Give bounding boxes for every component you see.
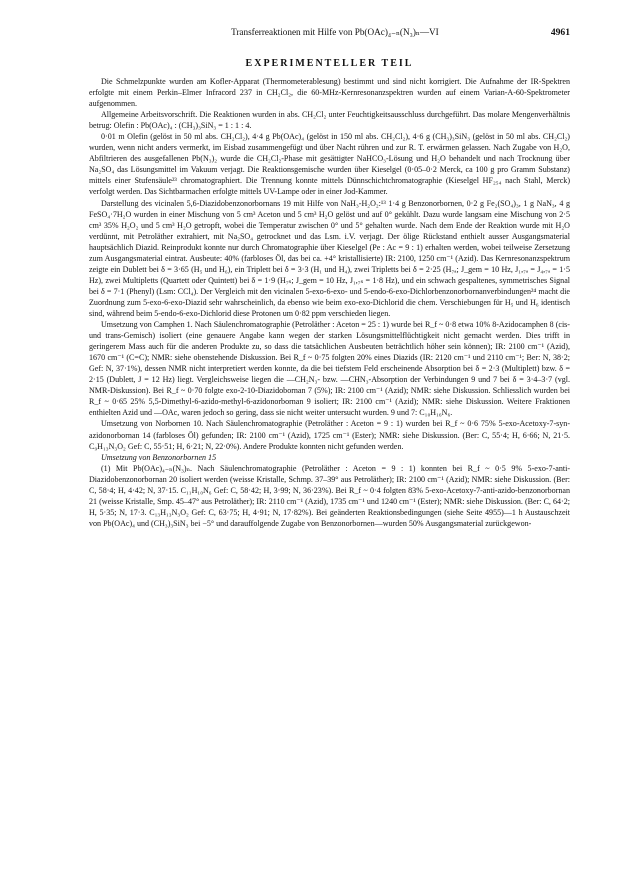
paragraph-diazide-preparation: Darstellung des vicinalen 5,6-Diazidobenzonorbornans 19 mit Hilfe von NaH₃-H₂O₂:¹³ 1·4 g Benzonorbornen, 0·2 g Fe₂(SO₄)₃, 1 g NaN₃, 4 g FeSO₄·7H₂O wurden in einer Mischung von 5 cm³ Aceton und 5 cm³ H₂O gelöst und auf 0° gekühlt. Dazu wurde langsam eine Mischung von 2·5 cm³ 35% H₂O₂ und 5 cm³ H₂O getropft, wobei die Temperatur zwischen 0° und 5° gehalten wurde. Nach dem Ende der Reaktion wurde mit H₂O verdünnt, mit Petroläther extrahiert, mit Na₂SO₄ getrocknet und das Lsm. i.V. verjagt. Der ölige Rückstand enthielt ausser Ausgangsmaterial hauptsächlich Diazid. Reinprodukt konnte nur durch Chromatographie über Kieselgel (Pe : Ac = 9 : 1) erhalten werden, wobei teilweise Zersetzung zum Ausgangsmaterial eintrat. Ausbeute: 40% (farbloses Öl, das bei ca. +4° kristallisierte) IR: 2100, 1250 cm⁻¹ (Azid). Das Kernresonanzspektrum zeigte ein Dublett bei δ = 3·65 (H₅ und H₆), ein Triplett bei δ = 3·3 (H₁ und H₄), zwei Tripletts bei δ = 2·25 (H₇ₐ; J_gem = 10 Hz, J₁,₇ₐ = J₄,₇ₐ = 1·5 Hz), zwei Multipletts (Quartett oder Quintett) bei δ = 1·9 (H₇ₛ; J_gem = 10 Hz, J₁,₇ₛ = 1·8 Hz), und ein schwach gespaltenes, symmetrisches Signal bei δ = 7·1 (Phenyl) (Lsm: CCl₄). Der Vergleich mit den vicinalen 5-exo-6-exo- und 5-endo-6-exo-Dichlorbenzonorbornanverbindungen²⁴ macht die Zuordnung zum 5-exo-6-exo-Diazid sehr wahrscheinlich, da ebenso wie beim exo-exo-Dichlorid die chem. Verschiebungen für H₅ und H₆ identisch sind, während beim 5-endo-6-exo-Dichlorid diese Protonen um 0·82 ppm verschieden liegen. <box>89 198 570 318</box>
paragraph-general-procedure: Allgemeine Arbeitsvorschrift. Die Reaktionen wurden in abs. CH₂Cl₂ unter Feuchtigkeitsausschluss durchgeführt. Das molare Mengenverhältnis betrug: Olefin : Pb(OAc)₄ : (CH₃)₃SiN₃ = 1 : 1 : 4. <box>89 110 570 131</box>
running-header <box>89 26 570 39</box>
running-title: Transferreaktionen mit Hilfe von Pb(OAc)₄₋ₙ(N₃)ₙ—VI <box>231 27 439 37</box>
paragraph-general-methods: Die Schmelzpunkte wurden am Kofler-Apparat (Thermometerablesung) bestimmt und sind nicht korrigiert. Die Aufnahme der IR-Spektren erfolgte mit einem Perkin–Elmer Infracord 237 in CH₂Cl₂, die 60-MHz-Kernresonanzspektren wurden auf einem Varian-A-60-Spektrometer aufgenommen. <box>89 77 570 109</box>
paragraph-norbornene-reaction: Umsetzung von Norbornen 10. Nach Säulenchromatographie (Petroläther : Aceton = 9 : 1) wurden bei R_f ~ 0·6 75% 5-exo-Acetoxy-7-syn-azidonorbornan 14 (farbloses Öl) gefunden; IR: 2100 cm⁻¹ (Azid), 1725 cm⁻¹ (Ester); NMR: siehe Diskussion. (Ber: C, 55·4; H, 6·66; N, 21·5. C₉H₁₃N₃O₂ Gef: C, 55·51; H, 6·21; N, 22·0%). Andere Produkte konnten nicht gefunden werden. <box>89 419 570 451</box>
subheading-benzonorbornene: Umsetzung von Benzonorbornen 15 <box>101 452 217 462</box>
page-number: 4961 <box>550 27 570 38</box>
paragraph-camphene-reaction: Umsetzung von Camphen 1. Nach Säulenchromatographie (Petroläther : Aceton = 25 : 1) wurde bei R_f ~ 0·8 etwa 10% 8-Azidocamphen 8 (cis- und trans-Gemisch) isoliert (eine genauere Angabe kann wegen der starken Lösungsmittelflüchtigkeit nicht gemacht werden. Dies trifft in geringerem Mass auch für die anderen Produkte zu, so dass die tatsächlichen Ausbeuten beträchtlich höher sein können); IR: 2100 cm⁻¹ (Azid), 1670 cm⁻¹ (C=C); NMR: siehe obenstehende Diskussion. Bei R_f ~ 0·75 folgten 20% eines Diazids (IR: 2120 cm⁻¹ und 2110 cm⁻¹; Ber: N, 38·2; Gef: N, 37·1%), dessen NMR nicht interpretiert werden konnte, da die bei tiefstem Feld erscheinende Absorption bei δ = 2·3 (Multiplett) bzw. δ = 2·15 (Dublett, J = 12 Hz) liegt. Vergleichsweise liegen die —CH₂N₃- bzw. —CHN₃-Absorption der Verbindungen 9 und 7 bei δ = 3·4–3·7 (vgl. NMR-Diskussion). Bei R_f ~ 0·70 folgte exo-2-10-Diazidobornan 7 (5%); IR: 2100 cm⁻¹ (Azid); NMR: siehe Diskussion. Schliesslich wurden bei R_f ~ 0·65 25% 5,5-Dimethyl-6-azido-methyl-6-azidonorbornan 9 isoliert; IR: 2100 cm⁻¹ (Azid); NMR: siehe Diskussion. Weitere Fraktionen enthielten Azid und —OAc, waren jedoch so gering, dass sie nicht weiter untersucht wurden. 9 und 7: C₁₀H₁₆N₆. <box>89 320 570 418</box>
paragraph-procedure-details: 0·01 m Olefin (gelöst in 50 ml abs. CH₂Cl₂), 4·4 g Pb(OAc)₄ (gelöst in 150 ml abs. CH₂Cl₂), 4·6 g (CH₃)₃SiN₃ (gelöst in 50 ml abs. CH₂Cl₂) wurden, wenn nicht anders vermerkt, im Eisbad zusammengefügt und über Nacht rühren und zur R. T. erwärmen gelassen. Nach Zugabe von H₂O, Abfiltrieren des ausgefallenen Pb(N₃)₂ wurde die CH₂Cl₂-Phase mit gesättigter NaHCO₃-Lösung und H₂O behandelt und nach Trocknung über Na₂SO₄ das Lösungsmittel im Vakuum verjagt. Die Reaktionsgemische wurden über Kieselgel (0·05–0·2 Merck, ca 100 g pro Gramm Substanz) mittels einer Stufensäule²³ chromatographiert. Die Trennung konnte mittels Dünnschichtchromatographie (Kieselgel HF₂₅₄ nach Stahl, Merck) verfolgt werden. Das Sichtbarmachen erfolgte mittels UV-Lampe oder in einer Jod-Kammer. <box>89 132 570 197</box>
body-text <box>89 76 570 888</box>
paragraph-benzonorbornene-reaction: (1) Mit Pb(OAc)₄₋ₙ(N₃)ₙ. Nach Säulenchromatographie (Petroläther : Aceton = 9 : 1) konnten bei R_f ~ 0·5 9% 5-exo-7-anti-Diazidobenzonorbornan 20 isoliert werden (weisse Kristalle, Schmp. 37–39° aus Petroläther); IR: 2100 cm⁻¹ (Azid); NMR: siehe Diskussion. (Ber: C, 58·4; H, 4·42; N, 37·15. C₁₁H₁₀N₆ Gef: C, 58·42; H, 3·99; N, 36·23%). Bei R_f ~ 0·4 folgten 83% 5-exo-Acetoxy-7-anti-azido-benzonorbornan 21 (weisse Kristalle, Smp. 45–47° aus Petroläther); IR: 2110 cm⁻¹ (Azid), 1735 cm⁻¹ und 1240 cm⁻¹ (Ester); NMR: siehe Diskussion. (Ber: C, 64·2; H, 5·35; N, 17·3. C₁₃H₁₃N₃O₂ Gef: C, 63·75; H, 4·91; N, 17·82%). Bei geänderten Reaktionsbedingungen (siehe Seite 4955)—1 h Austauschzeit von Pb(OAc)₄ und (CH₃)₃SiN₃ bei −5° und darauffolgende Zugabe von Benzonorbornen—wurden 50% Ausgangsmaterial zurückgewon- <box>89 463 570 528</box>
section-heading: EXPERIMENTELLER TEIL <box>245 58 414 69</box>
